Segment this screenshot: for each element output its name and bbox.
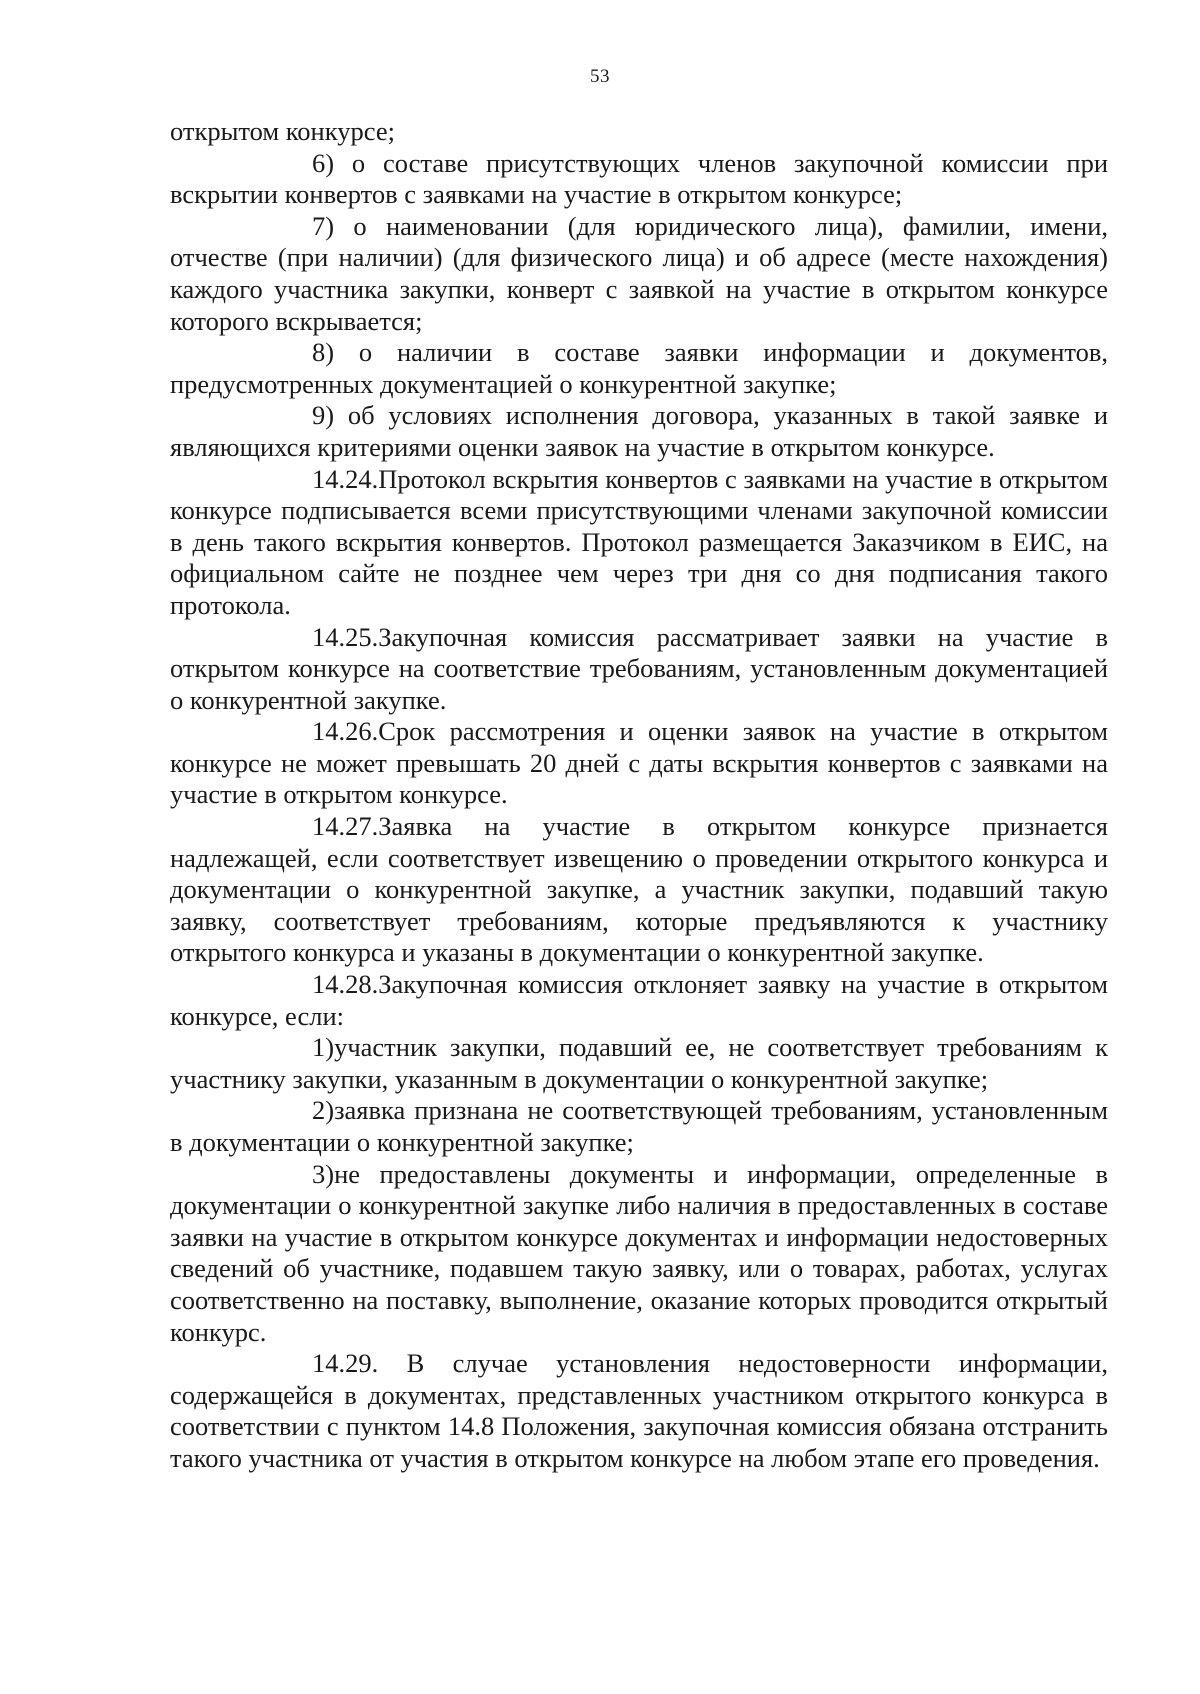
clause-number: 14.26.: [312, 716, 379, 747]
paragraph-text: Заявка на участие в открытом конкурсе признается надлежащей, если соответствует извещению о проведении открытого конкурса и документации о конкурентной закупке, а участник закупки, подавший такую заявку, соответствует требованиям, которые предъявляются к участнику открытого конкурса и указаны в документации о конкурентной закупке.: [170, 811, 1108, 968]
clause-number: 14.24.: [312, 463, 379, 494]
paragraph-text: заявка признана не соответствующей требованиям, установленным в документации о конкурентной закупке;: [170, 1095, 1108, 1157]
list-item-9: [170, 400, 1108, 463]
paragraph-text: Протокол вскрытия конвертов с заявками на участие в открытом конкурсе подписывается всеми присутствующими членами закупочной комиссии в день такого вскрытия конвертов. Протокол размещается Заказчиком в ЕИС, на официальном сайте не позднее чем через три дня со дня подписания такого протокола.: [170, 463, 1108, 620]
page-number: 53: [590, 66, 610, 87]
paragraph-continuation: [170, 116, 1108, 148]
list-item-6: [170, 148, 1108, 211]
list-item-7: [170, 211, 1108, 337]
paragraph-text: не предоставлены документы и информации, определенные в документации о конкурентной закупке либо наличия в предоставленных в составе заявки на участие в открытом конкурсе документах и информации недостоверных сведений об участнике, подавшем такую заявку, или о товарах, работах, услугах соответственно на поставку, выполнение, оказание которых проводится открытый конкурс.: [170, 1158, 1108, 1347]
clause-14-28: [170, 969, 1108, 1032]
paragraph-text: В случае установления недостоверности информации, содержащейся в документах, представленных участником открытого конкурса в соответствии с пунктом 14.8 Положения, закупочная комиссия обязана отстранить такого участника от участия в открытом конкурсе на любом этапе его проведения.: [170, 1348, 1108, 1473]
paragraph-text: участник закупки, подавший ее, не соответствует требованиям к участнику закупки, указанным в документации о конкурентной закупке;: [170, 1032, 1108, 1094]
item-number: 3): [312, 1158, 335, 1189]
item-number: 2): [312, 1095, 335, 1126]
item-number: 1): [312, 1032, 335, 1063]
item-number: 6): [312, 147, 335, 178]
clause-14-26: [170, 716, 1108, 811]
clause-number: 14.27.: [312, 811, 379, 842]
item-number: 9): [312, 400, 335, 431]
list-item-2: [170, 1095, 1108, 1158]
list-item-8: [170, 337, 1108, 400]
paragraph-text: Закупочная комиссия отклоняет заявку на участие в открытом конкурсе, если:: [170, 969, 1108, 1031]
clause-number: 14.28.: [312, 969, 379, 1000]
clause-number: 14.25.: [312, 621, 379, 652]
paragraph-text: Срок рассмотрения и оценки заявок на участие в открытом конкурсе не может превышать 20 дней с даты вскрытия конвертов с заявками на участие в открытом конкурсе.: [170, 716, 1108, 810]
paragraph-text: о наименовании (для юридического лица), фамилии, имени, отчестве (при наличии) (для физического лица) и об адресе (месте нахождения) каждого участника закупки, конверт с заявкой на участие в открытом конкурсе которого вскрывается;: [170, 210, 1108, 336]
clause-14-25: [170, 622, 1108, 717]
paragraph-text: открытом конкурсе;: [170, 116, 395, 146]
paragraph-text: о наличии в составе заявки информации и документов, предусмотренных документацией о конкурентной закупке;: [170, 337, 1108, 399]
document-body: [170, 116, 1108, 1475]
list-item-3: [170, 1159, 1108, 1349]
clause-number: 14.29.: [312, 1348, 379, 1379]
item-number: 7): [312, 210, 335, 241]
clause-14-24: [170, 464, 1108, 622]
paragraph-text: Закупочная комиссия рассматривает заявки на участие в открытом конкурсе на соответствие требованиям, установленным документацией о конкурентной закупке.: [170, 621, 1108, 715]
paragraph-text: о составе присутствующих членов закупочной комиссии при вскрытии конвертов с заявками на участие в открытом конкурсе;: [170, 147, 1108, 210]
list-item-1: [170, 1032, 1108, 1095]
clause-14-27: [170, 811, 1108, 969]
clause-14-29: [170, 1348, 1108, 1474]
paragraph-text: об условиях исполнения договора, указанных в такой заявке и являющихся критериями оценки заявок на участие в открытом конкурсе.: [170, 400, 1109, 462]
item-number: 8): [312, 337, 335, 368]
